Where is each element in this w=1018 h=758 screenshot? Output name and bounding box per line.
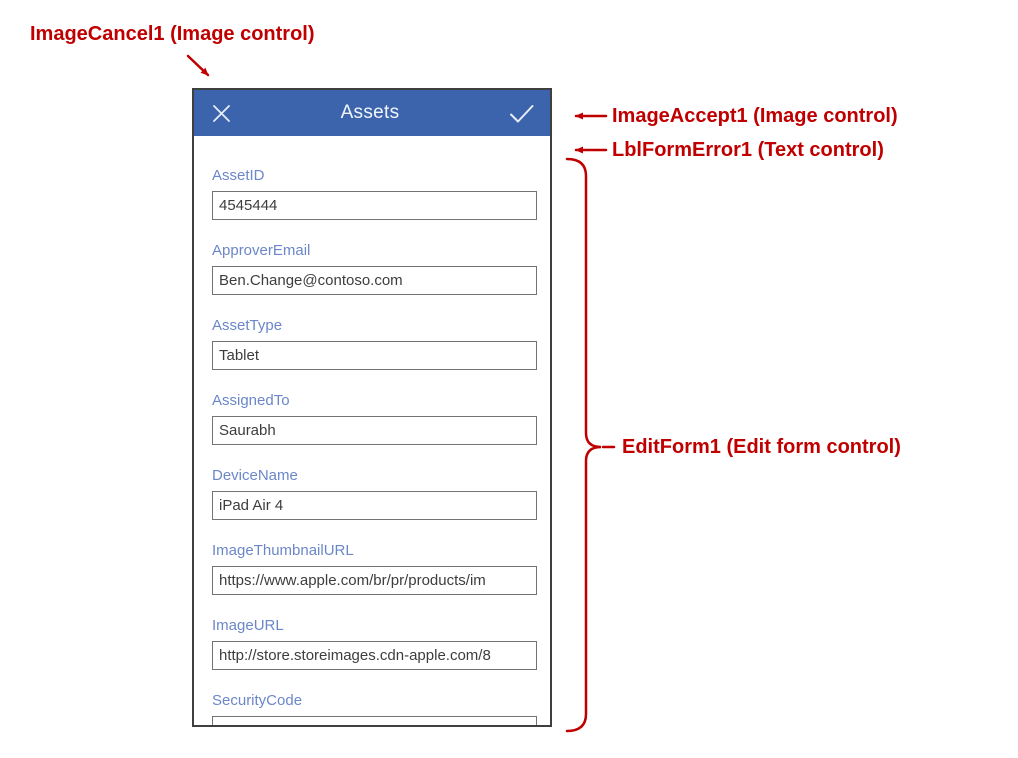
form-field [212,543,550,595]
field-input-assettype[interactable] [212,341,537,370]
field-input-approveremail[interactable] [212,266,537,295]
field-input-devicename[interactable] [212,491,537,520]
form-field [212,693,550,727]
form-field [212,168,550,220]
field-label-imagethumbnailurl: ImageThumbnailURL [212,542,354,559]
field-input-imagethumbnailurl[interactable] [212,566,537,595]
field-label-devicename: DeviceName [212,467,298,484]
annotation-editform1: EditForm1 (Edit form control) [622,436,901,458]
field-label-assetid: AssetID [212,167,265,184]
edit-form-panel [192,88,552,727]
cancel-x-icon[interactable] [210,102,233,125]
form-field [212,318,550,370]
form-header [194,90,550,136]
cancel-arrow [188,56,208,75]
field-label-assettype: AssetType [212,317,283,334]
field-input-securitycode[interactable] [212,716,537,727]
form-fields [194,136,550,727]
accept-check-icon[interactable] [507,102,536,125]
field-label-imageurl: ImageURL [212,617,284,634]
annotation-imagecancel1: ImageCancel1 (Image control) [30,23,315,45]
field-label-assignedto: AssignedTo [212,392,290,409]
field-input-assetid[interactable] [212,191,537,220]
form-field [212,618,550,670]
form-field [212,468,550,520]
field-label-approveremail: ApproverEmail [212,242,311,259]
field-input-imageurl[interactable] [212,641,537,670]
form-title: Assets [340,102,400,123]
form-field [212,393,550,445]
field-label-securitycode: SecurityCode [212,692,303,709]
annotation-imageaccept1: ImageAccept1 (Image control) [612,105,898,127]
annotation-lblformerror1: LblFormError1 (Text control) [612,139,884,161]
editform-brace [567,159,601,731]
form-field [212,243,550,295]
field-input-assignedto[interactable] [212,416,537,445]
